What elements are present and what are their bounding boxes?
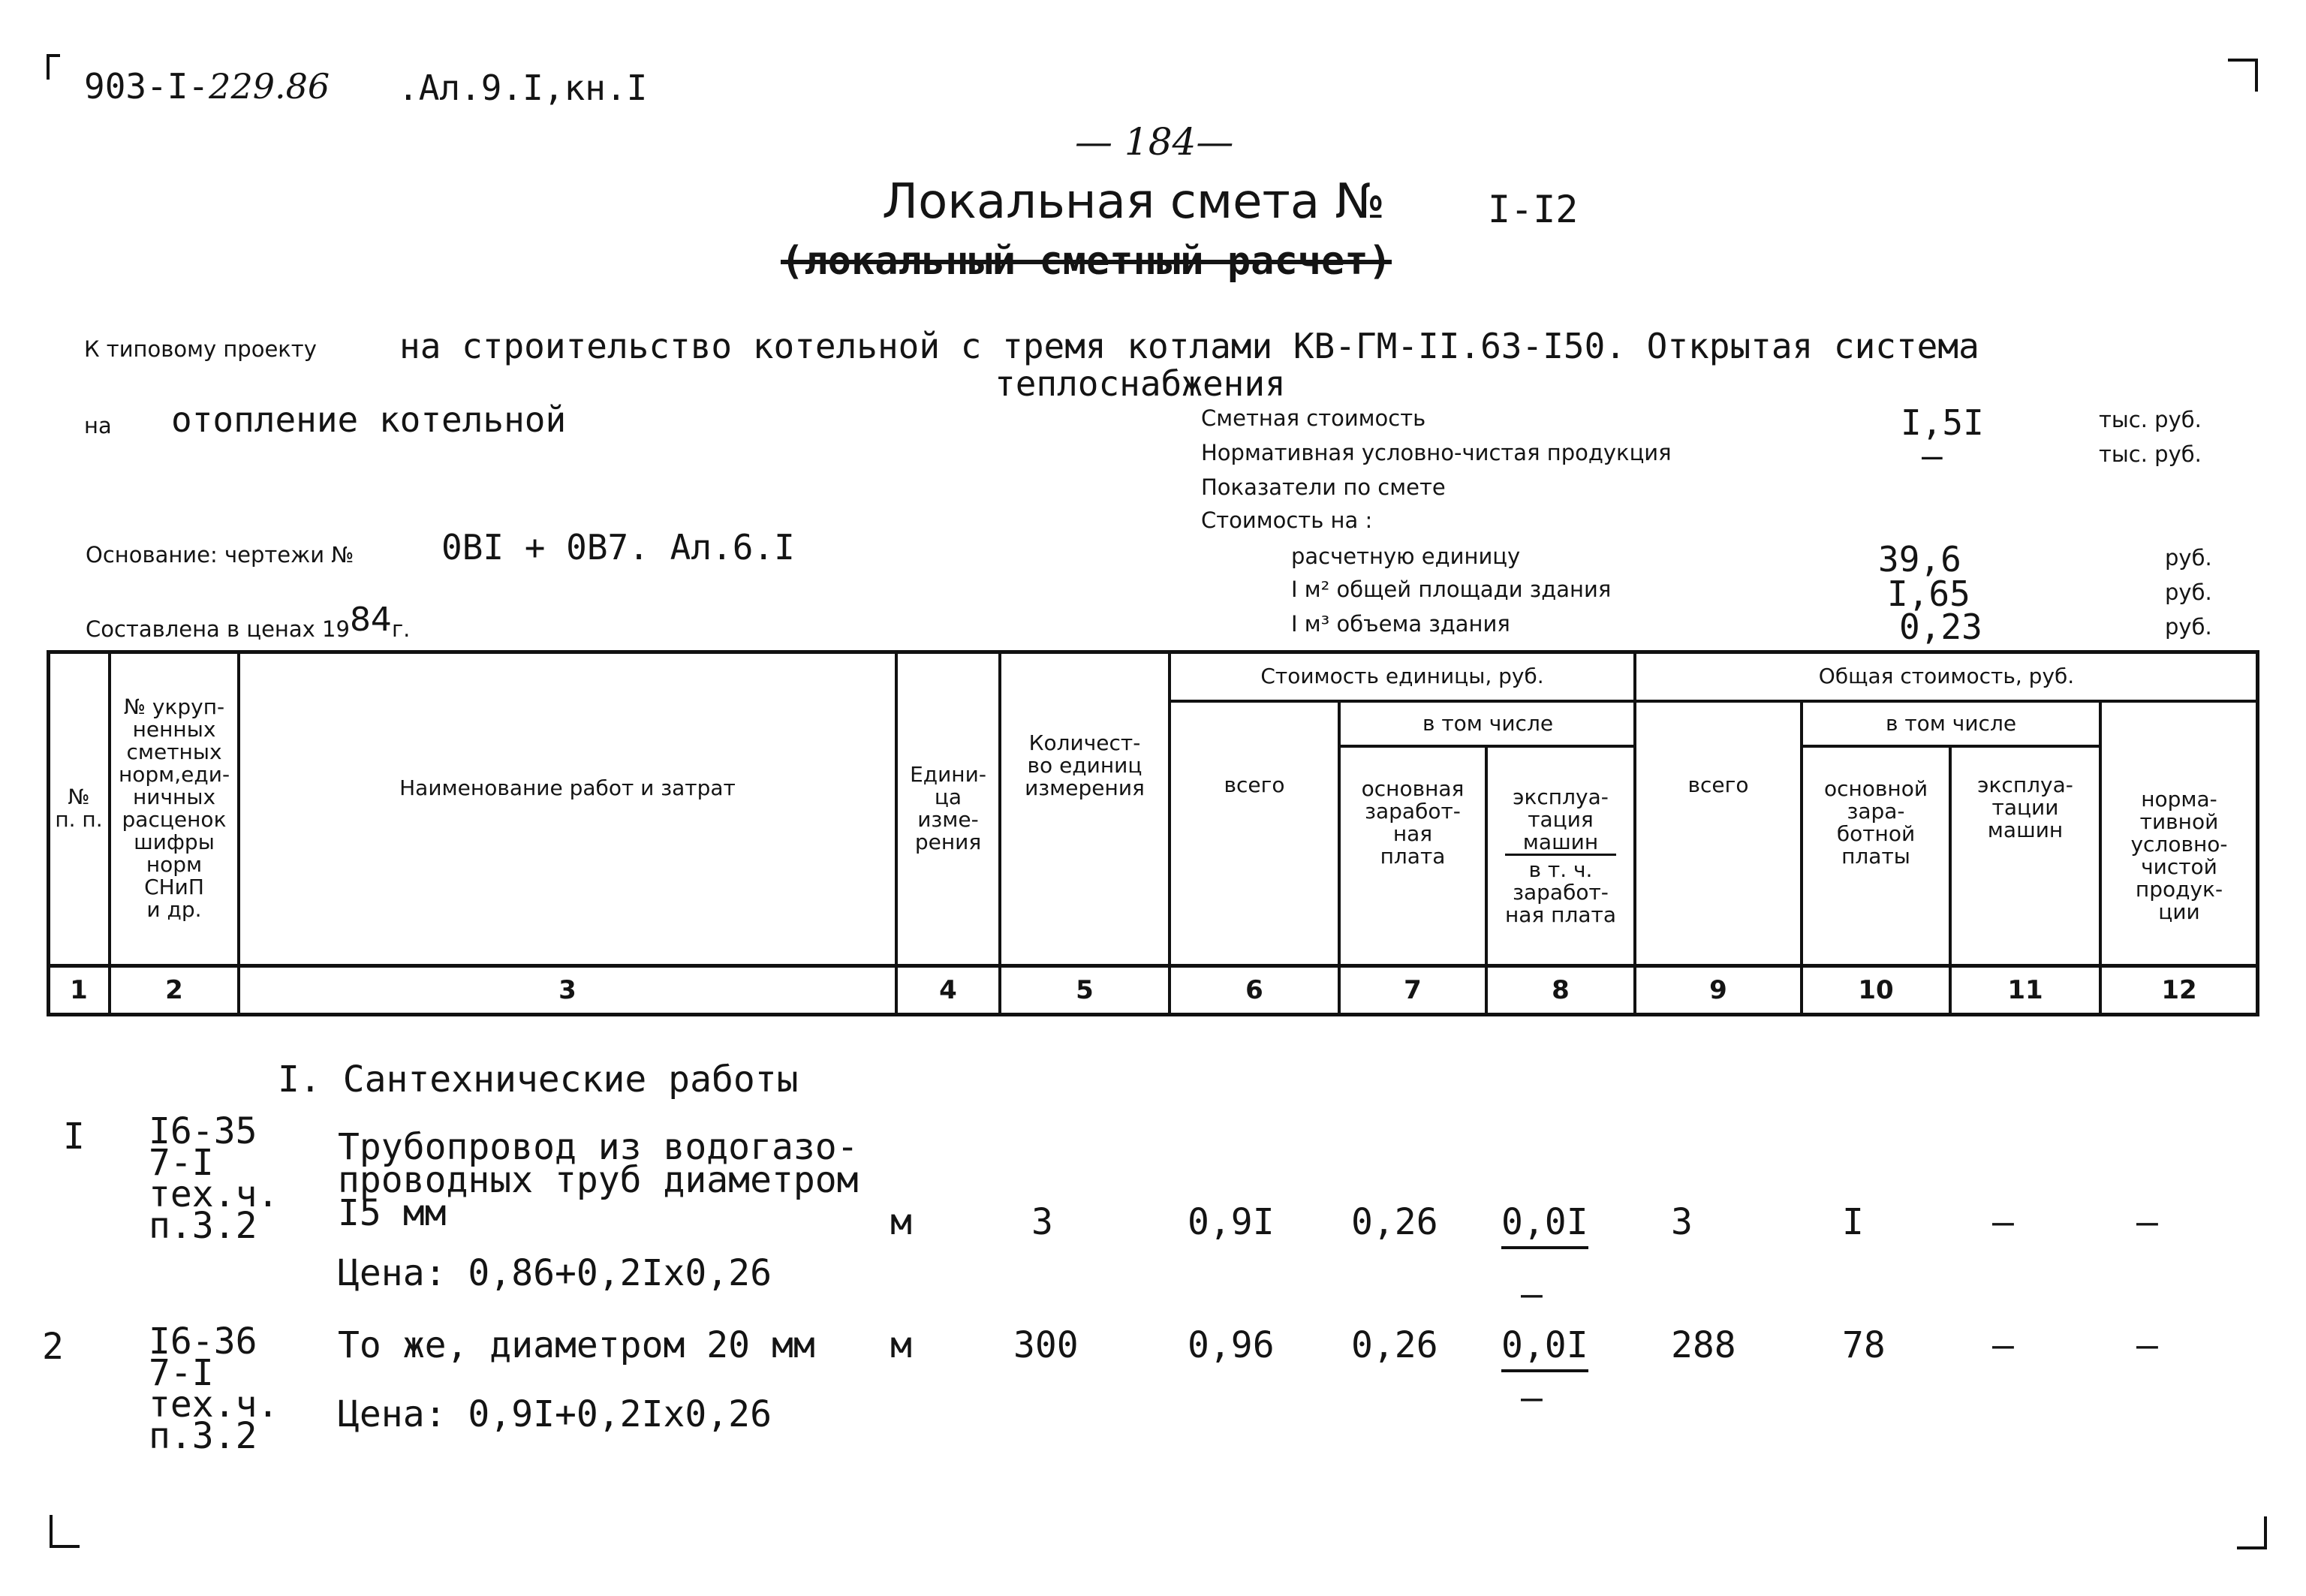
summary-label-norm: Нормативная условно-чистая продукция [1201, 440, 1672, 465]
summary-label-area: I м² общей площади здания [1291, 577, 1612, 602]
row1-code-line: 7-I [149, 1142, 214, 1184]
header-col-11 [1952, 748, 2099, 868]
row1-code-line: I6-35 [149, 1110, 257, 1152]
corner-mark-bottom-right [2237, 1516, 2267, 1549]
row2-unit: м [890, 1324, 912, 1366]
document-code [84, 66, 330, 107]
row1-code-line: тех.ч. [149, 1173, 279, 1215]
row1-name [338, 1126, 859, 1234]
header-text: измерения [1025, 775, 1145, 800]
document-reference: .Ал.9.I,кн.I [398, 68, 648, 108]
summary-value-norm: – [1922, 435, 1943, 476]
row1-name-line: I5 мм [338, 1192, 447, 1234]
col-number: 9 [1709, 975, 1727, 1005]
header-text: тации [1991, 795, 2059, 820]
header-text: машин [1987, 818, 2064, 842]
header-text: зара- [1847, 799, 1905, 824]
header-text: продук- [2135, 877, 2223, 902]
row1-total: 3 [1671, 1201, 1693, 1243]
row1-unit-mach [1501, 1201, 1588, 1243]
row1-number: I [63, 1116, 85, 1158]
header-text: ная [1392, 821, 1433, 846]
summary-value-unit: 39,6 [1878, 539, 1961, 580]
page-number: — 184— [1075, 120, 1234, 164]
prices-year: 84 [349, 601, 392, 639]
summary-label-cost: Сметная стоимость [1201, 405, 1426, 431]
header-col-4 [898, 653, 998, 964]
col-number: 5 [1076, 975, 1094, 1005]
col-number: 8 [1552, 975, 1570, 1005]
summary-label-indicators: Показатели по смете [1201, 474, 1446, 500]
header-text: основная [1361, 776, 1465, 801]
header-col-5 [1001, 653, 1168, 878]
object-name: отопление котельной [171, 399, 567, 440]
header-text: тация [1528, 806, 1594, 832]
row1-name-line: Трубопровод из водогазо- [338, 1126, 859, 1168]
row2-unit-mach [1501, 1324, 1588, 1366]
struck-subtitle-text: (локальный сметный расчет) [781, 239, 1392, 284]
header-col-7 [1341, 748, 1485, 898]
row2-unit-mach-wage: – [1521, 1377, 1543, 1419]
row2-name: То же, диаметром 20 мм [338, 1324, 815, 1366]
corner-mark-top-left [47, 54, 60, 80]
header-text: ботной [1836, 821, 1916, 846]
header-text: Общая стоимость, руб. [1818, 664, 2075, 688]
header-text: норма- [2141, 787, 2217, 812]
row1-unit-total: 0,9I [1188, 1201, 1275, 1243]
header-incl-total [1803, 703, 2099, 745]
header-text: эксплуа- [1513, 784, 1609, 809]
document-code-handwritten: 229.86 [209, 66, 330, 107]
row2-price-note: Цена: 0,9I+0,2Iх0,26 [338, 1393, 772, 1435]
col-number: 7 [1404, 975, 1422, 1005]
row2-total-mach: – [1992, 1324, 2014, 1366]
summary-unit-unit: руб. [2165, 545, 2212, 571]
row1-code [149, 1110, 279, 1247]
header-text: в том числе [1422, 711, 1554, 736]
header-text: в том числе [1885, 711, 2017, 736]
header-text: условно- [2130, 832, 2228, 857]
header-text: эксплуа- [1977, 772, 2073, 797]
row1-unit-wage: 0,26 [1351, 1201, 1438, 1243]
summary-unit-norm: тыс. руб. [2099, 441, 2202, 467]
header-text: всего [1687, 772, 1749, 797]
basis-value: 0ВI + 0В7. Ал.6.I [441, 527, 795, 568]
row1-name-line: проводных труб диаметром [338, 1159, 859, 1201]
header-text: и др. [146, 897, 202, 922]
header-text: № укруп- [123, 694, 225, 719]
prices-label: Составлена в ценах 19 [86, 616, 350, 642]
header-text: СНиП [144, 875, 204, 899]
prices-line [86, 601, 411, 645]
row2-total-norm: – [2136, 1324, 2158, 1366]
header-text: Стоимость единицы, руб. [1260, 664, 1544, 688]
header-text: сметных [126, 739, 222, 764]
header-col-2 [111, 653, 237, 964]
header-text: ненных [132, 717, 216, 742]
row1-qty: 3 [1031, 1201, 1053, 1243]
summary-unit-area: руб. [2165, 580, 2212, 605]
header-text: рения [914, 830, 982, 854]
col-number: 6 [1245, 975, 1263, 1005]
header-col-10 [1803, 748, 1949, 898]
summary-label-unit: расчетную единицу [1291, 544, 1521, 569]
row1-total-mach: – [1992, 1201, 2014, 1243]
project-description-line1: на строительство котельной с тремя котлами КВ-ГМ-II.63-I50. Открытая система [399, 326, 1979, 366]
struck-subtitle [781, 239, 1392, 284]
row2-code-line: I6-36 [149, 1320, 257, 1363]
header-col-1 [50, 653, 108, 964]
header-col-3 [240, 653, 895, 923]
corner-mark-top-right [2228, 59, 2258, 92]
summary-unit-cost: тыс. руб. [2099, 407, 2202, 432]
header-text: основной [1823, 776, 1928, 801]
header-text: п. п. [55, 807, 103, 832]
row2-code-line: 7-I [149, 1352, 214, 1394]
header-group-total-cost [1636, 653, 2256, 700]
header-col-12 [2102, 748, 2256, 964]
estimate-number: I-I2 [1488, 188, 1579, 231]
basis-label: Основание: чертежи № [86, 542, 354, 568]
row2-total-wage: 78 [1842, 1324, 1886, 1366]
row2-number: 2 [42, 1326, 64, 1368]
summary-value-volume: 0,23 [1899, 607, 1982, 647]
header-text: ничных [132, 784, 216, 809]
page-title: Локальная смета № [882, 174, 1385, 230]
header-group-unit-cost [1171, 653, 1633, 700]
header-text: плата [1380, 844, 1446, 869]
row2-code [149, 1320, 279, 1457]
summary-label-volume: I м³ объема здания [1291, 611, 1510, 637]
header-col-6 [1171, 703, 1338, 868]
document-code-number: 903-I- [84, 66, 209, 107]
header-text: ции [2158, 899, 2200, 924]
row2-unit-wage: 0,26 [1351, 1324, 1438, 1366]
header-text: ца [934, 784, 962, 809]
row1-unit-mach-value: 0,0I [1501, 1201, 1588, 1249]
header-text: норм [146, 852, 203, 877]
header-incl-unit [1341, 703, 1635, 745]
row2-unit-mach-value: 0,0I [1501, 1324, 1588, 1372]
header-text: машин [1505, 831, 1616, 856]
prices-suffix: г. [391, 616, 411, 642]
header-text: в т. ч. [1528, 857, 1593, 882]
summary-value-cost: I,5I [1901, 402, 1984, 443]
row1-code-line: п.3.2 [149, 1205, 257, 1247]
col-number: 1 [70, 975, 88, 1005]
section-title: I. Сантехнические работы [278, 1058, 799, 1101]
row1-price-note: Цена: 0,86+0,2Iх0,26 [338, 1252, 772, 1294]
header-text: тивной [2139, 809, 2219, 834]
row2-code-line: тех.ч. [149, 1384, 279, 1426]
row1-unit-mach-wage: – [1521, 1273, 1543, 1315]
header-text: Количест- [1028, 730, 1141, 755]
summary-unit-volume: руб. [2165, 614, 2212, 640]
project-description-line2: теплоснабжения [995, 363, 1286, 404]
row2-unit-total: 0,96 [1188, 1324, 1275, 1366]
row1-total-wage: I [1842, 1201, 1864, 1243]
header-text: Едини- [910, 762, 986, 787]
header-text: платы [1841, 844, 1910, 869]
header-text: Наименование работ и затрат [399, 775, 736, 800]
header-col-9 [1636, 703, 1800, 868]
header-text: ная плата [1504, 902, 1617, 927]
col-number: 10 [1858, 975, 1894, 1005]
project-label: К типовому проекту [84, 336, 317, 362]
row2-code-line: п.3.2 [149, 1415, 257, 1457]
header-text: расценок [122, 807, 227, 832]
header-text: № [68, 784, 90, 809]
col-number: 11 [2007, 975, 2043, 1005]
object-label: на [84, 413, 112, 438]
row2-qty: 300 [1013, 1324, 1079, 1366]
header-text: норм,еди- [118, 762, 230, 787]
col-number: 2 [165, 975, 183, 1005]
summary-label-cost-per: Стоимость на : [1201, 507, 1373, 533]
summary-value-area: I,65 [1887, 574, 1970, 614]
corner-mark-bottom-left [50, 1515, 80, 1548]
col-number: 4 [939, 975, 957, 1005]
header-text: заработ- [1365, 799, 1461, 824]
header-text: во единиц [1027, 753, 1142, 778]
row2-total: 288 [1671, 1324, 1736, 1366]
header-text: заработ- [1513, 879, 1609, 905]
col-number: 12 [2161, 975, 2197, 1005]
row1-total-norm: – [2136, 1201, 2158, 1243]
row1-unit: м [890, 1201, 912, 1243]
header-text: шифры [134, 830, 215, 854]
header-text: изме- [917, 807, 979, 832]
col-number: 3 [558, 975, 576, 1005]
header-text: всего [1224, 772, 1285, 797]
header-col-8 [1488, 748, 1633, 964]
header-text: чистой [2141, 854, 2217, 879]
